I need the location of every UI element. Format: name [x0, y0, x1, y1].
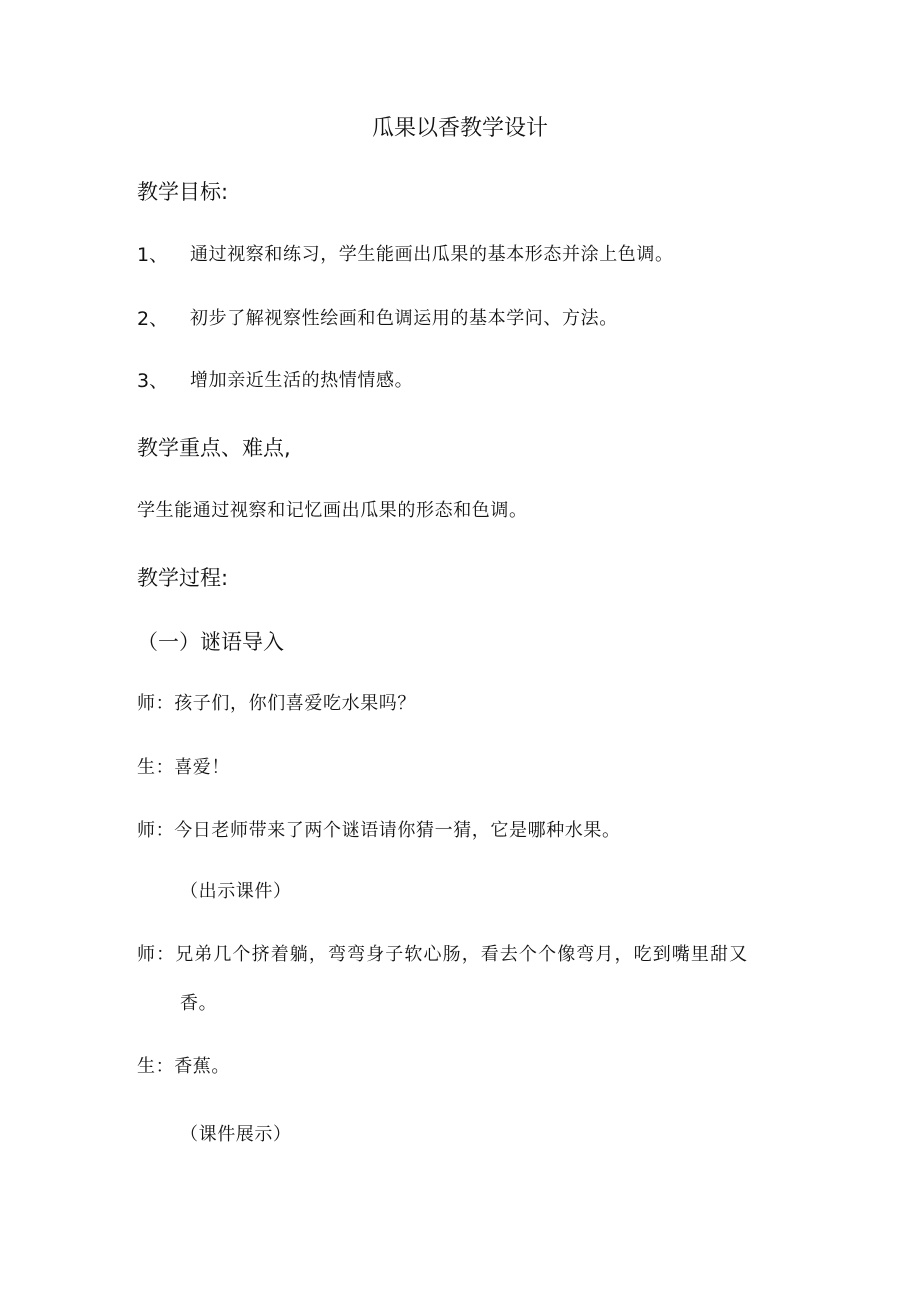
objective-3-text: 增加亲近生活的热情情感。: [190, 370, 414, 391]
dialogue-line: 师：今日老师带来了两个谜语请你猜一猜，它是哪种水果。: [137, 820, 621, 841]
stage-direction: （出示课件）: [180, 881, 292, 902]
key-points-heading: 教学重点、难点,: [137, 436, 291, 460]
dialogue-line-continuation: 香。: [180, 993, 218, 1014]
document-title: 瓜果以香教学设计: [371, 116, 548, 141]
dialogue-line: 生：香蕉。: [137, 1056, 230, 1077]
section-one-heading: （一）谜语导入: [137, 630, 284, 654]
objective-1-text: 通过视察和练习，学生能画出瓜果的基本形态并涂上色调。: [190, 244, 674, 265]
key-points-text: 学生能通过视察和记忆画出瓜果的形态和色调。: [137, 500, 528, 521]
dialogue-line: 生：喜爱！: [137, 757, 230, 778]
objectives-heading: 教学目标:: [137, 180, 229, 204]
objective-1-number: 1、: [137, 244, 169, 266]
dialogue-line: 师：兄弟几个挤着躺，弯弯身子软心肠，看去个个像弯月，吃到嘴里甜又: [137, 944, 749, 965]
objective-2-text: 初步了解视察性绘画和色调运用的基本学问、方法。: [190, 308, 618, 329]
dialogue-line: 师：孩子们，你们喜爱吃水果吗？: [137, 693, 416, 714]
objective-3-number: 3、: [137, 370, 169, 392]
objective-2-number: 2、: [137, 308, 169, 330]
process-heading: 教学过程:: [137, 566, 229, 590]
stage-direction: （课件展示）: [180, 1124, 292, 1145]
